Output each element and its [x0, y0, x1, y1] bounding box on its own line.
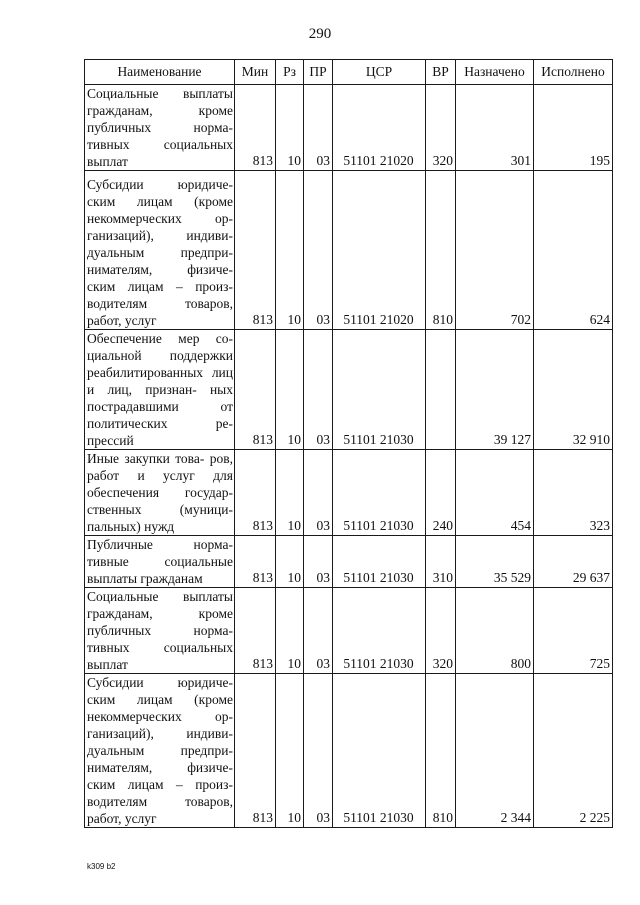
csr-cell: 51101 21020 [333, 171, 426, 330]
rz-cell: 10 [276, 171, 304, 330]
name-line: ганизаций), индиви- [87, 228, 233, 243]
name-cell [85, 330, 235, 450]
name-line: Обеспечение мер со- [87, 331, 233, 346]
name-line: гражданам, кроме [87, 606, 233, 621]
min-cell: 813 [235, 588, 276, 674]
pr-cell: 03 [304, 588, 333, 674]
vr-cell [426, 330, 456, 450]
header-csr: ЦСР [333, 60, 426, 85]
vr-cell: 810 [426, 674, 456, 828]
budget-table [84, 59, 613, 828]
vr-cell: 310 [426, 536, 456, 588]
header-assigned: Назначено [456, 60, 534, 85]
name-line: Социальные выплаты [87, 86, 233, 101]
csr-cell: 51101 21030 [333, 674, 426, 828]
name-line: прессий [87, 433, 134, 448]
assigned-cell: 800 [456, 588, 534, 674]
rz-cell: 10 [276, 85, 304, 171]
assigned-cell: 35 529 [456, 536, 534, 588]
pr-cell: 03 [304, 674, 333, 828]
name-cell [85, 536, 235, 588]
name-line: тивных социальных [87, 640, 233, 655]
name-line: лиц и лиц, признан- [87, 365, 233, 397]
rz-cell: 10 [276, 674, 304, 828]
name-line: ским лицам – произ- [87, 777, 233, 792]
executed-cell: 195 [534, 85, 613, 171]
name-cell [85, 171, 235, 330]
pr-cell: 03 [304, 85, 333, 171]
csr-cell: 51101 21020 [333, 85, 426, 171]
min-cell: 813 [235, 85, 276, 171]
pr-cell: 03 [304, 536, 333, 588]
header-min: Мин [235, 60, 276, 85]
name-line: выплаты гражданам [87, 571, 203, 586]
header-rz: Рз [276, 60, 304, 85]
name-line: работ, услуг [87, 811, 157, 826]
executed-cell: 624 [534, 171, 613, 330]
name-line: ским лицам (кроме [87, 692, 233, 707]
name-line: Публичные норма- [87, 537, 233, 552]
table-row [85, 674, 613, 828]
table-row [85, 330, 613, 450]
footer-code: k309 b2 [87, 862, 116, 871]
name-line: от политических ре- [87, 399, 233, 431]
rz-cell: 10 [276, 330, 304, 450]
pr-cell: 03 [304, 450, 333, 536]
pr-cell: 03 [304, 330, 333, 450]
name-line: нимателям, физиче- [87, 262, 233, 277]
name-cell [85, 450, 235, 536]
executed-cell: 32 910 [534, 330, 613, 450]
name-line: некоммерческих ор- [87, 211, 233, 226]
name-cell [85, 588, 235, 674]
vr-cell: 810 [426, 171, 456, 330]
name-line: ским лицам (кроме [87, 194, 233, 209]
assigned-cell: 39 127 [456, 330, 534, 450]
executed-cell: 29 637 [534, 536, 613, 588]
executed-cell: 725 [534, 588, 613, 674]
name-line: дуальным предпри- [87, 743, 233, 758]
csr-cell: 51101 21030 [333, 330, 426, 450]
pr-cell: 03 [304, 171, 333, 330]
name-line: циальной поддержки [87, 348, 233, 363]
name-line: тивные социальные [87, 554, 233, 569]
name-line: некоммерческих ор- [87, 709, 233, 724]
table-row [85, 588, 613, 674]
min-cell: 813 [235, 536, 276, 588]
vr-cell: 320 [426, 588, 456, 674]
min-cell: 813 [235, 674, 276, 828]
min-cell: 813 [235, 330, 276, 450]
csr-cell: 51101 21030 [333, 536, 426, 588]
name-line: водителям товаров, [87, 296, 233, 311]
name-cell [85, 85, 235, 171]
name-line: дуальным предпри- [87, 245, 233, 260]
name-line: ров, работ и услуг для [87, 451, 233, 483]
min-cell: 813 [235, 450, 276, 536]
name-cell [85, 674, 235, 828]
name-line: публичных норма- [87, 623, 233, 638]
name-line: ных пострадавшими [87, 382, 233, 414]
name-line: выплат [87, 657, 128, 672]
name-line: Субсидии юридиче- [87, 675, 233, 690]
name-line: пальных) нужд [87, 519, 175, 534]
name-line: Субсидии юридиче- [87, 177, 233, 192]
header-vr: ВР [426, 60, 456, 85]
csr-cell: 51101 21030 [333, 588, 426, 674]
name-line: тивных социальных [87, 137, 233, 152]
vr-cell: 240 [426, 450, 456, 536]
header-executed: Исполнено [534, 60, 613, 85]
assigned-cell: 301 [456, 85, 534, 171]
vr-cell: 320 [426, 85, 456, 171]
page-number: 290 [308, 26, 332, 42]
table-header-row [85, 60, 613, 85]
executed-cell: 323 [534, 450, 613, 536]
table-row [85, 536, 613, 588]
name-line: реабилитированных [87, 365, 204, 380]
name-line: ским лицам – произ- [87, 279, 233, 294]
name-line: ственных (муници- [87, 502, 233, 517]
executed-cell: 2 225 [534, 674, 613, 828]
csr-cell: 51101 21030 [333, 450, 426, 536]
name-line: гражданам, кроме [87, 103, 233, 118]
assigned-cell: 454 [456, 450, 534, 536]
header-pr: ПР [304, 60, 333, 85]
rz-cell: 10 [276, 588, 304, 674]
name-line: нимателям, физиче- [87, 760, 233, 775]
name-line: водителям товаров, [87, 794, 233, 809]
rz-cell: 10 [276, 450, 304, 536]
name-line: обеспечения государ- [87, 485, 233, 500]
table-row [85, 171, 613, 330]
name-line: Иные закупки това- [87, 451, 205, 466]
table-body [85, 85, 613, 828]
assigned-cell: 2 344 [456, 674, 534, 828]
table-row [85, 450, 613, 536]
min-cell: 813 [235, 171, 276, 330]
name-line: публичных норма- [87, 120, 233, 135]
table-row [85, 85, 613, 171]
assigned-cell: 702 [456, 171, 534, 330]
name-line: работ, услуг [87, 313, 157, 328]
header-name: Наименование [85, 60, 235, 85]
name-line: выплат [87, 154, 128, 169]
name-line: Социальные выплаты [87, 589, 233, 604]
rz-cell: 10 [276, 536, 304, 588]
name-line: ганизаций), индиви- [87, 726, 233, 741]
